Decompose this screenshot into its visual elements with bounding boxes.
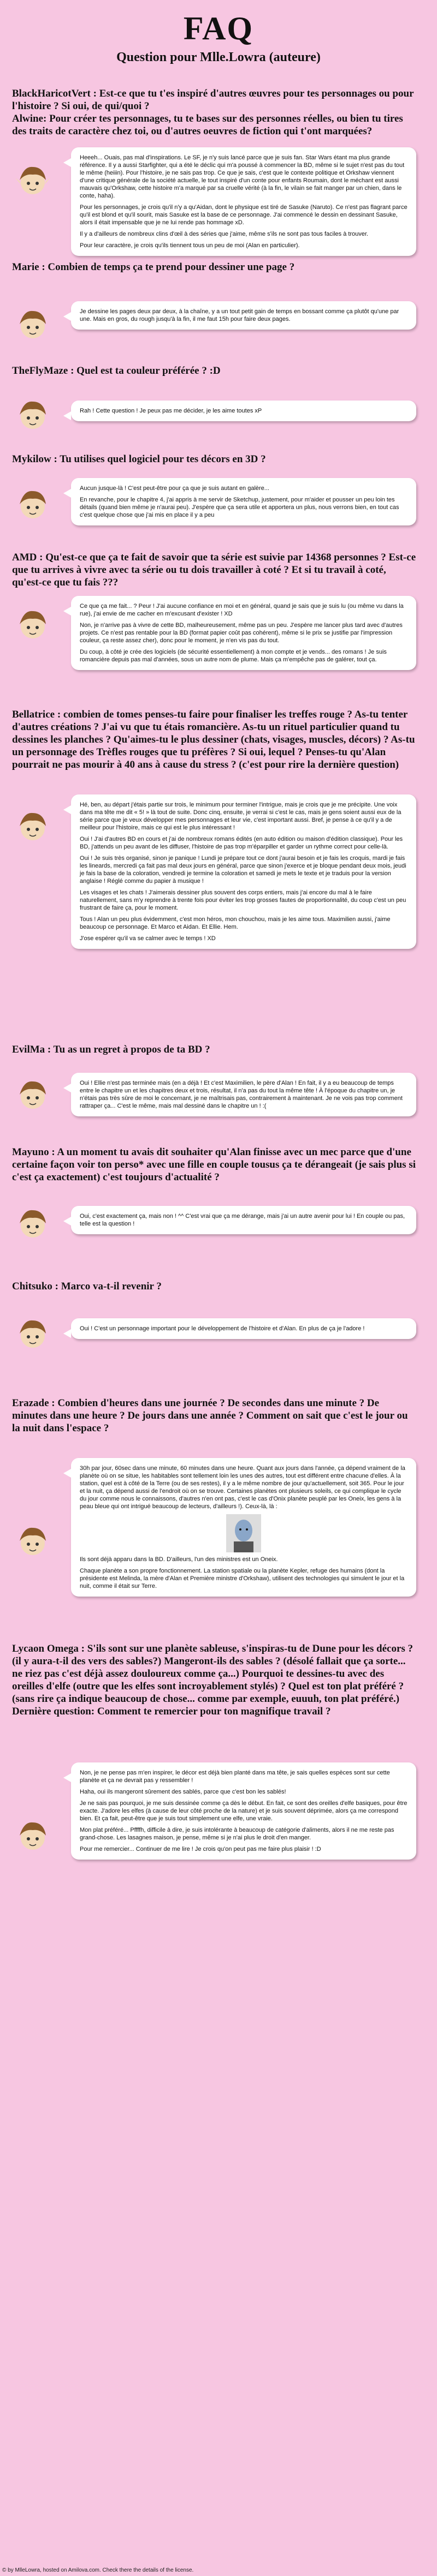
answer-paragraph: Non, je ne pense pas m'en inspirer, le décor est déjà bien planté dans ma tête, je sais quelles espèces sont sur cette planète et ça ne devrait pas y ressembler ! xyxy=(80,1770,390,1784)
answer-paragraph: Oui ! Ellie n'est pas terminée mais (en a déjà ! Et c'est Maximilien, le père d'Alan ! En fait, il y a eu beaucoup de temps entre le chapitre un et les chapitres deux et trois, résultat, il n'a pas du tout la même tête ! À l'époque du chapitre un, je n'étais pas très sûre de moi le concernant, je ne maîtrisais pas, contrairement à maintenant. Je ne vois pas trop comment rattraper ça... C'est le même, mais mal dessiné dans le chapitre un ! :( xyxy=(80,1080,403,1109)
chibi-author-avatar-icon xyxy=(13,1522,52,1562)
answer-paragraph: Chaque planète a son propre fonctionnement. La station spatiale ou la planète Kepler, refuge des humains (dont la présidente est Melinda, la mère d'Alan et Première ministre d'Orkshaw), utilisent des technologies qui simulent le jour et la nuit, comme il était sur Terre. xyxy=(80,1568,405,1589)
faq-answer-bubble xyxy=(71,1073,416,1116)
faq-question: Mykilow : Tu utilises quel logiciel pour tes décors en 3D ? xyxy=(12,453,266,465)
chibi-author-avatar-icon xyxy=(13,396,52,435)
faq-answer-bubble xyxy=(71,147,416,256)
faq-question: Chitsuko : Marco va-t-il revenir ? xyxy=(12,1281,162,1292)
answer-paragraph: Mon plat préféré... Pffffh, difficile à dire, je suis intolérante à beaucoup de catégorie d'aliments, alors il ne me reste pas grand-chose. Les lasagnes maison, je pense, même si je n'ai plus le droit d'en manger. xyxy=(80,1827,394,1841)
answer-paragraph: J'ose espérer qu'il va se calmer avec le temps ! XD xyxy=(80,935,216,942)
chibi-author-avatar-icon xyxy=(13,486,52,525)
answer-paragraph: Aucun jusque-là ! C'est peut-être pour ça que je suis autant en galère... xyxy=(80,485,269,492)
faq-question: EvilMa : Tu as un regret à propos de ta BD ? xyxy=(12,1044,210,1055)
faq-question: Bellatrice : combien de tomes penses-tu faire pour finaliser les treffes rouge ? As-tu tenter d'autres créations ? J'ai vu que tu étais romancière. As-tu un rituel particulier quand tu dessines les planches ? Qu'aimes-tu le plus dessiner (chats, visages, muscles, décors) ? As-tu un personnage des Trèfles rouges que tu préfères ? Si oui, lequel ? Penses-tu qu'Alan pourrait ne pas mourir à 40 ans à cause du stress ? (c'est pour rire la dernière question) xyxy=(12,709,415,770)
faq-question: Erazade : Combien d'heures dans une journée ? De secondes dans une minute ? De minutes dans une heure ? De jours dans une année ? Comment on sait que c'est le jour ou la nuit dans l'espace ? xyxy=(12,1397,408,1434)
oneix-character-icon xyxy=(226,1514,261,1552)
answer-paragraph: Heeeh... Ouais, pas mal d'inspirations. Le SF, je n'y suis lancé parce que je suis fan. Star Wars étant ma plus grande référence. Il y a aussi Starfighter, qui a été le déclic qui m'a poussé à commencer la BD, même si le sujet n'est pas du tout le même (heiiin). Pour l'histoire, je ne sais pas trop. Ce que je sais, c'est que le contexte politique et Orkshaw viennent d'une critique générale de la société actuelle, le tout inspiré d'un conte pour enfants Roumain, dont le méchant est aussi mauvais qu'Orkshaw, cette histoire m'a marqué par sa cruelle vérité (à la fin, le vilain se fait manger par un chien, dans le conte, haha). xyxy=(80,154,405,199)
answer-paragraph: Pour me remercier... Continuer de me lire ! Je crois qu'on peut pas me faire plus plaisir ! :D xyxy=(80,1846,321,1852)
answer-paragraph: Non, je n'arrive pas à vivre de cette BD, malheureusement, même pas un peu. J'espère me lancer plus tard avec d'autres projets. Ce n'est pas rentable pour la BD (format papier coût pas cohérent), même si le prix se justifie par l'impression couleur, ça reste assez cher), donc pour le moment, je n'en vis pas du tout. xyxy=(80,622,403,644)
faq-question: TheFlyMaze : Quel est ta couleur préférée ? :D xyxy=(12,365,221,376)
chibi-author-avatar-icon xyxy=(13,1315,52,1354)
answer-paragraph: Oui ! C'est un personnage important pour le développement de l'histoire et d'Alan. En plus de ça je l'adore ! xyxy=(80,1325,365,1332)
answer-paragraph: Je dessine les pages deux par deux, à la chaîne, y a un tout petit gain de temps en bossant comme ça plutôt qu'une par une. Mais en gros, du rough jusqu'à la fin, il me faut 15h pour faire deux pages. xyxy=(80,308,399,322)
copyright-footer: © by MlleLowra, hosted on Amilova.com. Check there the details of the license. xyxy=(2,2567,194,2573)
faq-answer-bubble xyxy=(71,1206,416,1234)
faq-answer-bubble xyxy=(71,478,416,525)
faq-answer-bubble xyxy=(71,1458,416,1597)
answer-paragraph: Du coup, à côté je crée des logiciels (de sécurité essentiellement) à mon compte et je vends... des romans ! Je suis romancière depuis pas mal d'années, sous un autre nom de plume. Mais ça m'empêche pas de galérer, tout ça. xyxy=(80,649,387,663)
answer-paragraph: Tous ! Alan un peu plus évidemment, c'est mon héros, mon chouchou, mais je les aime tous. Maximilien aussi, j'aime beaucoup ce personnage. Et Marco et Aidan. Et Ellie. Hem. xyxy=(80,916,391,930)
faq-answer-bubble xyxy=(71,1318,416,1339)
faq-answer-bubble xyxy=(71,596,416,670)
page-title: FAQ xyxy=(183,10,254,46)
answer-paragraph: 30h par jour, 60sec dans une minute, 60 minutes dans une heure. Quant aux jours dans l'année, ça dépend vraiment de la planète où on se situe, les habitables sont tellement loin les unes des autres, tout est différent entre chacune d'elles. À la station, quel est à côté de la Terre (ou de ses restes), il y a le même nombre de jour qu'actuellement, soit 365. Pour le jour et la nuit, ça dépend aussi de l'endroit où on se trouve. Certaines planètes ont plusieurs soleils, ce qui complique le cycle du jour comme nous le connaissons, d'autres n'en ont pas, c'est le cas d'Onix planète peuplé par les Oneix, les gens à la peau bleue qui ont intrigué beaucoup de lecteurs, d'ailleurs !). Ceux-là, là : xyxy=(80,1465,405,1510)
answer-paragraph: Oui ! J'ai d'autres BD en cours et j'ai de nombreux romans édités (en auto édition ou maison d'édition classique). Pour les BD, j'attends un peu avant de les diffuser, l'histoire de pas trop m'éparpiller et garder un rythme correct pour celle-là. xyxy=(80,836,403,850)
faq-answer-bubble xyxy=(71,401,416,421)
answer-paragraph: Je ne sais pas pourquoi, je me suis dessinée comme ça dès le début. En fait, ce sont des oreilles d'elfe basiques, pour être exacte. J'adore les elfes (à cause de leur côté proche de la nature) et je suis souvent déprimée, alors ça me correspond bien. Et ça fait, peut-être que je suis tout simplement une elfe, une vraie. xyxy=(80,1800,408,1822)
chibi-author-avatar-icon xyxy=(13,162,52,201)
answer-paragraph: Hé, ben, au départ j'étais partie sur trois, le minimum pour terminer l'intrigue, mais je crois que je me précipite. Une voix dans ma tête me dit « 5! » là tout de suite. Donc cinq, ensuite, je verrai si c'est le cas, mais je gens soient aussi eux de la série parce que je veux développer mes personnages et leur vie, c'est important aussi. Bref, je pense à ce qu'il y a de meilleur pour l'histoire, mais ce qui est le plus intéressant ! xyxy=(80,802,401,831)
answer-paragraph: Ce que ça me fait... ? Peur ! J'ai aucune confiance en moi et en général, quand je sais que je suis lu (ou même vu dans la rue), j'ai envie de me cacher en m'excusant d'exister ! XD xyxy=(80,603,404,617)
answer-paragraph: Pour leur caractère, je crois qu'ils tiennent tous un peu de moi (Alan en particulier). xyxy=(80,242,300,249)
answer-paragraph: En revanche, pour le chapitre 4, j'ai appris à me servir de Sketchup, justement, pour m'aider et pousser un peu loin tes détails (quand bien même je n'aurai peu). J'espère que ça sera utile et apportera un plus, nous verrons bien, en tout cas c'est quelque chose que j'ai mis en place il y a peu xyxy=(80,497,399,518)
answer-paragraph: Il y a d'ailleurs de nombreux clins d'œil à des séries que j'aime, même s'ils ne sont pas tous faciles à trouver. xyxy=(80,231,369,237)
faq-answer-bubble xyxy=(71,794,416,949)
faq-question: BlackHaricotVert : Est-ce que tu t'es inspiré d'autres œuvres pour tes personnages ou pour l'histoire ? Si oui, de qui/quoi ? Alwine: Pour créer tes personnages, tu te bases sur des personnes réelles, ou bien tu tires des traits de caractère chez toi, ou d'autres oeuvres de fiction qui t'ont marquées? xyxy=(12,88,414,137)
answer-paragraph: Les visages et les chats ! J'aimerais dessiner plus souvent des corps entiers, mais j'ai encore du mal à le faire naturellement, sans m'y reprendre à trente fois pour éviter les trop grosses fautes de proportionnalité, du coup c'est un peu frustrant de faire ça, pour le moment. xyxy=(80,889,406,911)
chibi-author-avatar-icon xyxy=(13,1817,52,1856)
faq-question: AMD : Qu'est-ce que ça te fait de savoir que ta série est suivie par 14368 personnes ? Est-ce que tu arrives à vivre avec ta série ou tu dois travailler à coté ? Et si tu travail à coté, qu'est-ce que tu fais ??? xyxy=(12,552,416,588)
chibi-author-avatar-icon xyxy=(13,808,52,847)
answer-paragraph: Ils sont déjà apparu dans la BD. D'ailleurs, l'un des ministres est un Oneix. xyxy=(80,1556,278,1563)
faq-question: Mayuno : A un moment tu avais dit souhaiter qu'Alan finisse avec un mec parce que d'une certaine façon voir ton perso* avec une fille en couple tousus ça te dérangeait (je sais plus si c'est ça exactement) c'est toujours d'actualité ? xyxy=(12,1146,416,1183)
faq-question: Lycaon Omega : S'ils sont sur une planète sableuse, s'inspiras-tu de Dune pour les décors ? (il y aura-t-il des vers des sables?) Mangeront-ils des sables ? (désolé fallait que ça sorte... ne riez pas c'est déjà assez douloureux comme ça...) Pourquoi te dessines-tu avec des oreilles d'elfe (outre que les elfes sont incroyablement stylés) ? Quel est ton plat préféré ? (sans rire ça indique beaucoup de chose... comme par exemple, euuuh, ton plat préféré.) Dernière question: Comment te remercier pour ton magnifique travail ? xyxy=(12,1643,414,1717)
answer-paragraph: Pour les personnages, je crois qu'il n'y a qu'Aidan, dont le physique est tiré de Sasuke (Naruto). Ce n'est pas flagrant parce qu'il est blond et qu'il sourit, mais Sasuke est la base de ce personnage. J'ai commencé le dessin en dessinant Sasuke, alors il était impensable que je ne lui rende pas hommage xD. xyxy=(80,204,408,226)
answer-paragraph: Oui ! Je suis très organisé, sinon je panique ! Lundi je prépare tout ce dont j'aurai besoin et je fais les croquis, mardi je fais les lineards, mercredi ça fait pas mal deux jours en général, parce que sinon j'exerce et je bloque pendant deux mois, jeudi je fais la base de la coloration, vendredi je termine la coloration et samedi je mets le texte et je traduis pour la version anglaise ! Réglé comme du papier à musique ! xyxy=(80,855,406,884)
chibi-author-avatar-icon xyxy=(13,1205,52,1244)
page-subtitle: Question pour Mlle.Lowra (auteure) xyxy=(116,50,321,64)
answer-paragraph: Rah ! Cette question ! Je peux pas me décider, je les aime toutes xP xyxy=(80,408,262,414)
faq-answer-bubble xyxy=(71,1762,416,1860)
chibi-author-avatar-icon xyxy=(13,306,52,345)
answer-paragraph: Oui, c'est exactement ça, mais non ! ^^ C'est vrai que ça me dérange, mais j'ai un autre avenir pour lui ! En couple ou pas, telle est la question ! xyxy=(80,1213,405,1227)
chibi-author-avatar-icon xyxy=(13,1076,52,1115)
faq-answer-bubble xyxy=(71,301,416,330)
answer-paragraph: Haha, oui ils mangeront sûrement des sablés, parce que c'est bon les sablés! xyxy=(80,1789,286,1795)
faq-question: Marie : Combien de temps ça te prend pour dessiner une page ? xyxy=(12,261,295,273)
chibi-author-avatar-icon xyxy=(13,606,52,645)
